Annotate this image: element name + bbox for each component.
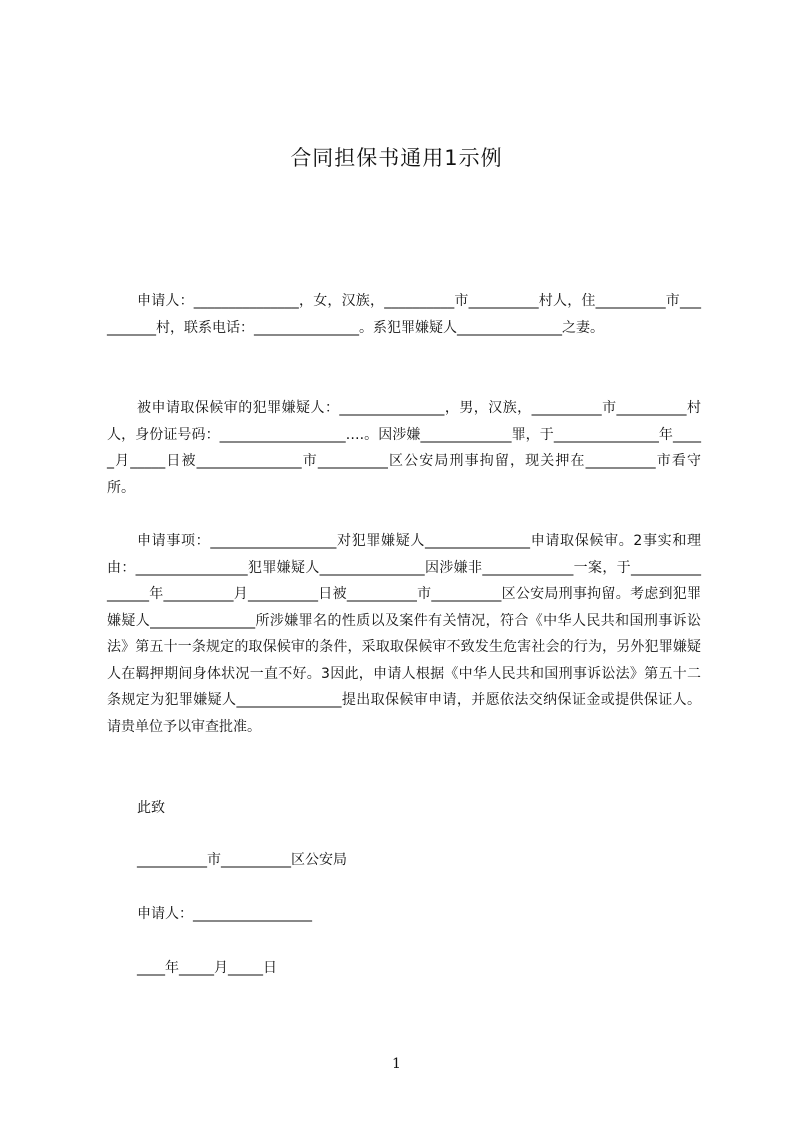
date-line: ____年_____月_____日 [137,960,277,976]
page-number: 1 [392,1056,401,1072]
applicant-paragraph: 申请人：_______________，女，汉族，__________市__________村人，住__________市__________村，联系电话：_______________。系犯罪嫌疑人_______________之妻。 [107,293,701,336]
closing-salutation: 此致 [137,800,165,816]
recipient-line: __________市__________区公安局 [137,852,347,868]
page-title: 合同担保书通用1示例 [290,146,503,170]
application-matters-paragraph: 申请事项：__________________对犯罪嫌疑人_______________申请取保候审。2事实和理由：________________犯罪嫌疑人_______________因涉嫌非_____________一案，于________________年__________月__________日被__________市__________区公安局刑事拘留。考虑到犯罪嫌疑人_______________所涉嫌罪名的性质以及案件有关情况，符合《中华人民共和国刑事诉讼法》第五十一条规定的取保候审的条件，采取取保候审不致发生危害社会的行为，另外犯罪嫌疑人在羁押期间身体状况一直不好。3因此，申请人根据《中华人民共和国刑事诉讼法》第五十二条规定为犯罪嫌疑人_______________提出取保候审申请，并愿依法交纳保证金或提供保证人。请贵单位予以审查批准。 [107,533,701,735]
applicant-signature-line: 申请人：_________________ [137,906,312,922]
suspect-paragraph: 被申请取保候审的犯罪嫌疑人：_______________，男，汉族，__________市__________村人，身份证号码：__________________….。因涉嫌_____________罪，于_______________年_____月_____日被_______________市__________区公安局刑事拘留，现关押在__________市看守所。 [107,400,701,496]
